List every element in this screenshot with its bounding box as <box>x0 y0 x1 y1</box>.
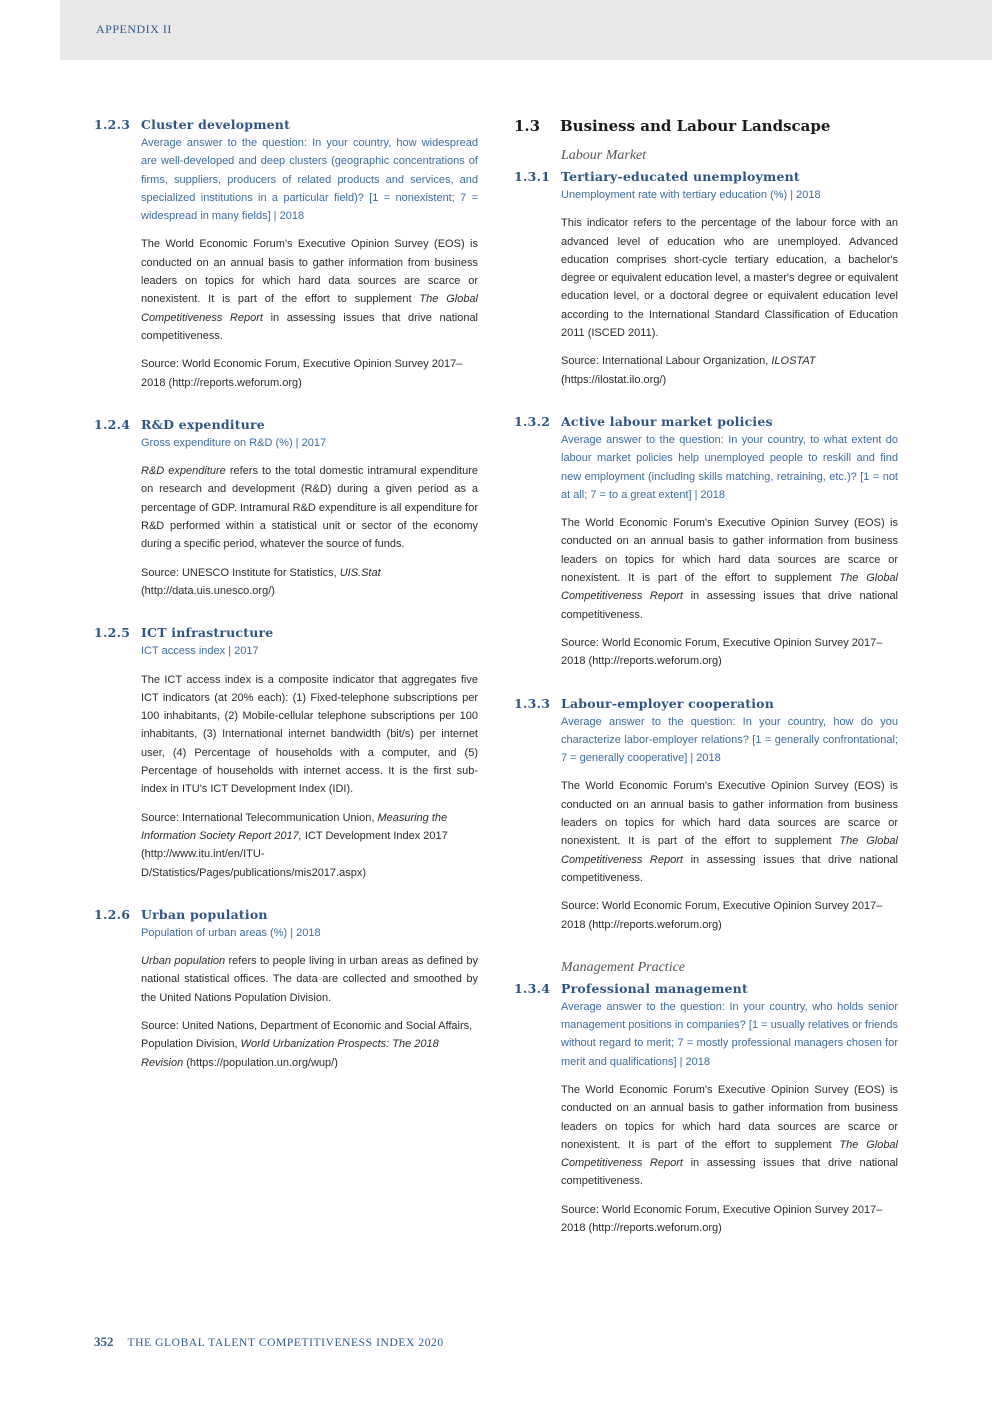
indicator-description: The World Economic Forum's Executive Opinion Survey (EOS) is conducted on an annual basis to gather information from business leaders on topics for which hard data sources are scarce or nonexistent. It is part of the effort to supplement The Global Competitiveness Report in assessing issues that drive national competitiveness. <box>561 1083 899 1188</box>
indicator-source: Source: World Economic Forum, Executive Opinion Survey 2017–2018 (http://reports.weforum.org) <box>561 1203 883 1235</box>
indicator-description: The World Economic Forum's Executive Opinion Survey (EOS) is conducted on an annual basis to gather information from business leaders on topics for which hard data sources are scarce or nonexistent. It is part of the effort to supplement The Global Competitiveness Report in assessing issues that drive national competitiveness. <box>561 780 899 884</box>
page-number: 352 <box>94 1334 114 1349</box>
section-title: Business and Labour Landscape <box>560 117 831 135</box>
indicator-source: Source: International Telecommunication Union, Measuring the Information Society Report 2017, ICT Development Index 2017 (http://www.itu.int/en/ITU-D/Statistics/Pages/publications/mis2017.aspx) <box>141 811 448 879</box>
indicator-definition: Average answer to the question: In your country, how widespread are well-developed and deep clusters (geographic concentrations of firms, suppliers, producers of related products and services, and specialized institutions in a particular field)? [1 = nonexistent; 7 = widespread in many fields] | 2018 <box>141 137 478 223</box>
report-title: THE GLOBAL TALENT COMPETITIVENESS INDEX 2020 <box>127 1337 444 1349</box>
indicator-heading <box>94 116 478 134</box>
indicator-definition: ICT access index | 2017 <box>141 645 259 658</box>
indicator-heading <box>514 413 898 431</box>
indicator-1-3-1 <box>514 168 898 389</box>
indicator-source: Source: United Nations, Department of Economic and Social Affairs, Population Division, World Urbanization Prospects: The 2018 Revision (https://population.un.org/wup/) <box>141 1019 473 1069</box>
indicator-number: 1.2.4 <box>94 416 131 432</box>
indicator-1-2-6 <box>94 906 478 1072</box>
indicator-description: The World Economic Forum's Executive Opinion Survey (EOS) is conducted on an annual basis to gather information from business leaders on topics for which hard data sources are scarce or nonexistent. It is part of the effort to supplement The Global Competitiveness Report in assessing issues that drive national competitiveness. <box>561 517 899 621</box>
left-column <box>94 116 478 1096</box>
indicator-definition: Population of urban areas (%) | 2018 <box>141 926 321 939</box>
indicator-definition: Gross expenditure on R&D (%) | 2017 <box>141 436 327 449</box>
indicator-title: Professional management <box>561 980 748 996</box>
indicator-description: R&D expenditure refers to the total domestic intramural expenditure on research and development (R&D) during a given period as a percentage of GDP. Intramural R&D expenditure is all expenditure for R&D performed within a statistical unit or sector of the economy during a specific period, whatever the source of funds. <box>141 465 478 551</box>
indicator-definition: Average answer to the question: In your country, who holds senior management positions in companies? [1 = usually relatives or friends without regard to merit; 7 = mostly professional managers chosen for merit and qualifications] | 2018 <box>561 1000 898 1068</box>
indicator-1-3-4 <box>514 980 898 1238</box>
indicator-source: Source: World Economic Forum, Executive Opinion Survey 2017–2018 (http://reports.weforum.org) <box>561 900 883 931</box>
indicator-number: 1.3.1 <box>514 169 551 184</box>
indicator-number: 1.2.6 <box>94 906 131 922</box>
indicator-title: Active labour market policies <box>561 413 773 429</box>
indicator-number: 1.3.3 <box>514 695 551 711</box>
indicator-title: R&D expenditure <box>141 416 265 432</box>
indicator-source: Source: World Economic Forum, Executive Opinion Survey 2017–2018 (http://reports.weforum.org) <box>141 358 463 389</box>
indicator-number: 1.3.2 <box>514 413 551 429</box>
section-heading <box>514 116 898 136</box>
indicator-title: Tertiary-educated unemployment <box>561 169 800 184</box>
indicator-definition: Average answer to the question: In your country, to what extent do labour market policies help unemployed people to reskill and find new employment (including skills matching, retraining, etc.)? [1 = not at all; 7 = to a great extent] | 2018 <box>561 433 898 501</box>
indicator-description: The ICT access index is a composite indicator that aggregates five ICT indicators (at 20% each): (1) Fixed-telephone subscriptions per 100 inhabitants, (2) Mobile-cellular telephone subscriptions per 100 inhabitants, (3) International internet bandwidth (bit/s) per internet user, (4) Percentage of households with a computer, and (5) Percentage of households with internet access. It is the first sub-index in ITU's ICT Development Index (IDI). <box>141 673 478 796</box>
indicator-1-2-5 <box>94 624 478 882</box>
indicator-description: Urban population refers to people living in urban areas as defined by national statistical offices. The data are collected and smoothed by the United Nations Population Division. <box>141 955 478 1004</box>
indicator-number: 1.2.5 <box>94 625 131 641</box>
indicator-definition: Average answer to the question: In your country, how do you characterize labor-employer relations? [1 = generally confrontational; 7 = generally cooperative] | 2018 <box>561 715 898 765</box>
indicator-1-3-3 <box>514 695 898 934</box>
subcategory-label: Management Practice <box>561 959 686 975</box>
indicator-heading <box>514 168 898 186</box>
indicator-title: Labour-employer cooperation <box>561 695 774 711</box>
indicator-description: This indicator refers to the percentage of the labour force with an advanced level of education who are unemployed. Advanced education comprises short-cycle tertiary education, a bachelor's degree or equivalent education level, a master's degree or equivalent education level, or a doctoral degree or equivalent education level according to the International Standard Classification of Education 2011 (ISCED 2011). <box>561 217 898 340</box>
indicator-1-2-4 <box>94 416 478 600</box>
indicator-number: 1.3.4 <box>514 980 551 996</box>
indicator-description: The World Economic Forum's Executive Opinion Survey (EOS) is conducted on an annual basis to gather information from business leaders on topics for which hard data sources are scarce or nonexistent. It is part of the effort to supplement The Global Competitiveness Report in assessing issues that drive national competitiveness. <box>141 238 479 342</box>
section-number: 1.3 <box>514 117 541 135</box>
indicator-heading <box>514 695 898 713</box>
appendix-label: APPENDIX II <box>96 22 172 36</box>
indicator-title: Cluster development <box>141 117 291 132</box>
indicator-source: Source: International Labour Organization, ILOSTAT (https://ilostat.ilo.org/) <box>561 355 816 386</box>
indicator-1-2-3 <box>94 116 478 392</box>
header-band <box>60 0 992 60</box>
indicator-title: Urban population <box>141 906 268 922</box>
indicator-title: ICT infrastructure <box>141 625 274 641</box>
right-column <box>514 116 898 1261</box>
page-footer <box>94 1334 444 1350</box>
indicator-heading <box>514 980 898 998</box>
indicator-source: Source: UNESCO Institute for Statistics, UIS.Stat (http://data.uis.unesco.org/) <box>141 566 381 597</box>
indicator-heading <box>94 906 478 924</box>
indicator-1-3-2 <box>514 413 898 671</box>
indicator-definition: Unemployment rate with tertiary education (%) | 2018 <box>561 189 821 201</box>
indicator-source: Source: World Economic Forum, Executive Opinion Survey 2017–2018 (http://reports.weforum.org) <box>561 636 883 668</box>
indicator-number: 1.2.3 <box>94 117 131 132</box>
indicator-heading <box>94 416 478 434</box>
subcategory-label: Labour Market <box>561 148 647 163</box>
indicator-heading <box>94 624 478 642</box>
